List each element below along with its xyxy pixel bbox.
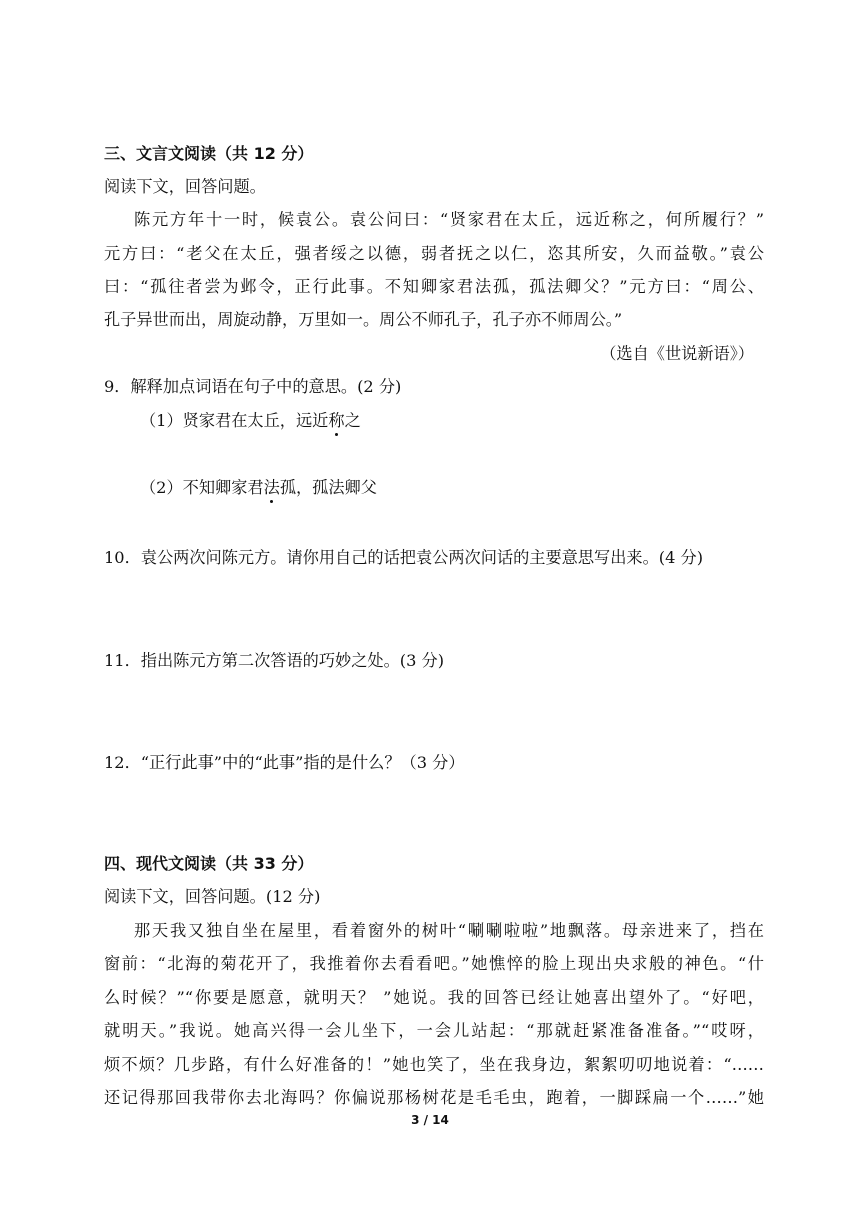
passage-line: 元方曰：“老父在太丘，强者绥之以德，弱者抚之以仁，恣其所安，久而益敬。”袁公 — [104, 244, 764, 263]
question-11: 11．指出陈元方第二次答语的巧妙之处。(3 分) — [104, 651, 445, 670]
section3-title: 三、文言文阅读（共 12 分） — [104, 144, 314, 163]
passage-line: 还记得那回我带你去北海吗？你偏说那杨树花是毛毛虫，跑着，一脚踩扁一个……”她 — [104, 1088, 764, 1107]
dotted-word: 法 — [263, 478, 280, 497]
question-10: 10．袁公两次问陈元方。请你用自己的话把袁公两次问话的主要意思写出来。(4 分) — [104, 548, 704, 567]
passage-line: 就明天。”我说。她高兴得一会儿坐下，一会儿站起：“那就赶紧准备准备。”“哎呀， — [104, 1021, 764, 1040]
question-9: 9．解释加点词语在句子中的意思。(2 分) — [104, 377, 402, 396]
dotted-word: 称 — [328, 411, 345, 430]
passage-line: 那天我又独自坐在屋里，看着窗外的树叶“唰唰啦啦”地飘落。母亲进来了，挡在 — [134, 921, 764, 940]
passage-line: 孔子异世而出，周旋动静，万里如一。周公不师孔子，孔子亦不师周公。” — [104, 310, 623, 329]
passage-line: 曰：“孤往者尝为邺令，正行此事。不知卿家君法孤，孤法卿父？”元方曰：“周公、 — [104, 277, 764, 296]
passage-line: 烦不烦？几步路，有什么好准备的！”她也笑了，坐在我身边，絮絮叨叨地说着：“…… — [104, 1055, 764, 1074]
passage-line: 陈元方年十一时，候袁公。袁公问曰：“贤家君在太丘，远近称之，何所履行？” — [134, 210, 764, 229]
section4-instruction: 阅读下文，回答问题。(12 分) — [104, 887, 321, 906]
page-number: 3 / 14 — [411, 1113, 449, 1127]
question-9-item-1: （1）贤家君在太丘，远近称之 — [140, 411, 361, 430]
section3-instruction: 阅读下文，回答问题。 — [104, 177, 266, 196]
question-9-item-2: （2）不知卿家君法孤，孤法卿父 — [140, 478, 377, 497]
passage-source: （选自《世说新语》） — [600, 344, 754, 363]
passage-line: 窗前：“北海的菊花开了，我推着你去看看吧。”她憔悴的脸上现出央求般的神色。“什 — [104, 954, 764, 973]
section4-title: 四、现代文阅读（共 33 分） — [104, 854, 314, 873]
passage-line: 么时候？”“你要是愿意，就明天？ ”她说。我的回答已经让她喜出望外了。“好吧， — [104, 988, 764, 1007]
question-12: 12．“正行此事”中的“此事”指的是什么？（3 分） — [104, 753, 465, 772]
